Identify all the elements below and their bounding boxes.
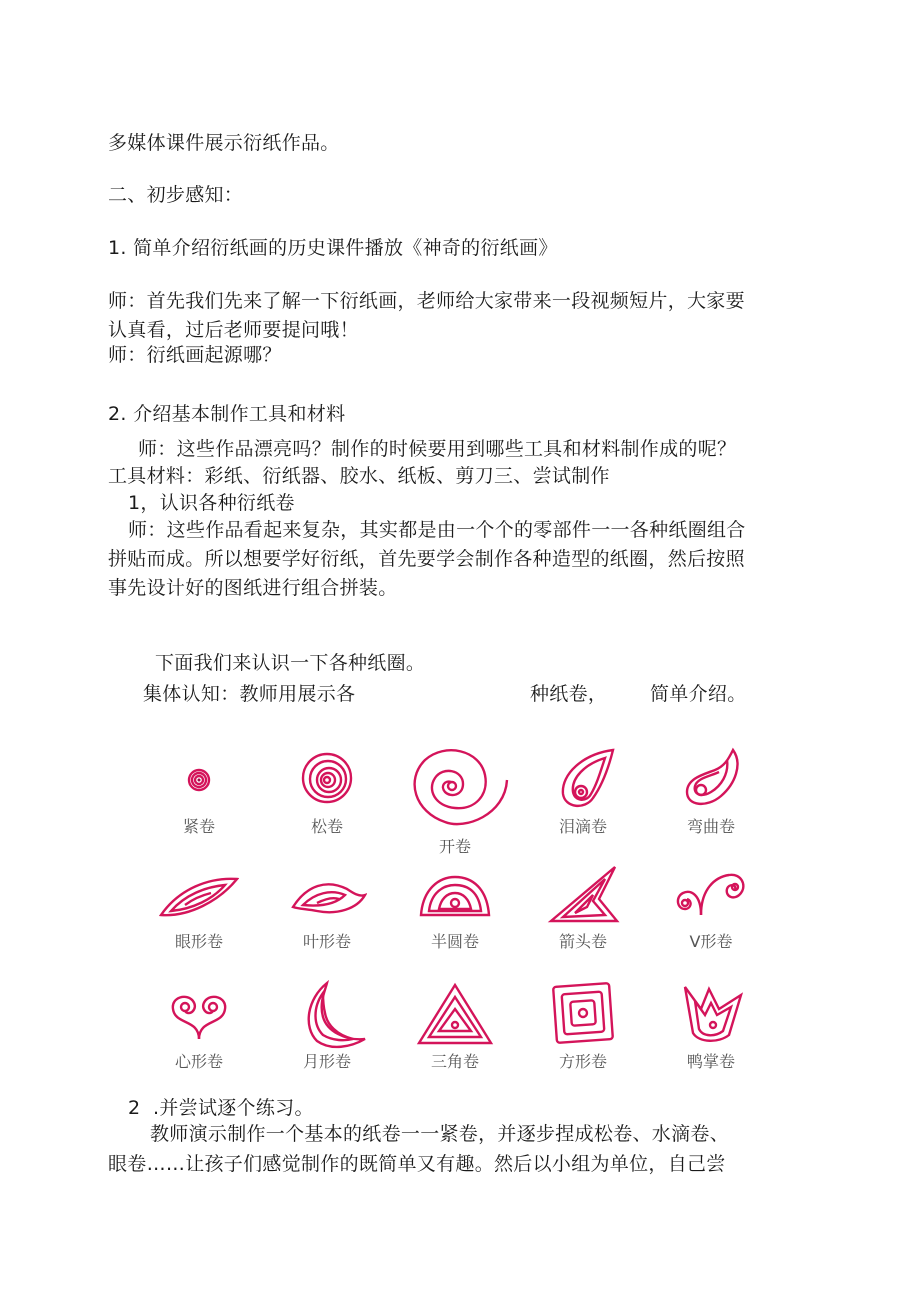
text-line: 师：衍纸画起源哪？	[108, 344, 282, 366]
numbered-item: 1，认识各种衍纸卷	[128, 492, 295, 514]
coil-crescent	[263, 975, 391, 1090]
coil-curved	[647, 740, 775, 855]
text-line: 认真看，过后老师要提问哦！	[108, 319, 359, 341]
coil-label: 叶形卷	[302, 932, 351, 951]
text-line: 多媒体课件展示衍纸作品。	[108, 132, 340, 154]
coil-label: 鸭掌卷	[686, 1052, 735, 1071]
coil-label: 开卷	[438, 837, 471, 856]
coil-arrow	[519, 855, 647, 970]
text-line: .并尝试逐个练习。	[153, 1097, 314, 1119]
text-line: 集体认知：教师用展示各	[143, 683, 356, 705]
coil-triangle	[391, 975, 519, 1090]
coil-label: 眼形卷	[174, 932, 223, 951]
coil-eye	[135, 855, 263, 970]
coil-label: 月形卷	[302, 1052, 351, 1071]
coil-heart	[135, 975, 263, 1090]
coil-label: 紧卷	[182, 817, 215, 836]
coil-label: 三角卷	[430, 1052, 479, 1071]
coil-label: 松卷	[310, 817, 343, 836]
coil-v	[647, 855, 775, 970]
coil-label: 箭头卷	[558, 932, 607, 951]
coil-leaf	[263, 855, 391, 970]
text-line: 拼贴而成。所以想要学好衍纸，首先要学会制作各种造型的纸圈，然后按照	[108, 548, 745, 570]
text-line: 师：首先我们先来了解一下衍纸画，老师给大家带来一段视频短片，大家要	[108, 290, 745, 312]
coil-label: 半圆卷	[430, 932, 479, 951]
text-line: 师：这些作品漂亮吗？制作的时候要用到哪些工具和材料制作成的呢？	[138, 438, 737, 460]
coil-square	[519, 975, 647, 1090]
numbered-item: 2	[128, 1097, 141, 1119]
text-line: 教师演示制作一个基本的纸卷一一紧卷，并逐步捏成松卷、水滴卷、	[150, 1123, 730, 1145]
text-line: 下面我们来认识一下各种纸圈。	[155, 652, 426, 674]
coil-label: 方形卷	[558, 1052, 607, 1071]
coil-label: 心形卷	[174, 1052, 223, 1071]
coil-tight	[135, 740, 263, 855]
coil-label: V形卷	[689, 932, 733, 951]
numbered-item: 1. 简单介绍衍纸画的历史课件播放《神奇的衍纸画》	[108, 237, 558, 259]
text-line: 师：这些作品看起来复杂，其实都是由一个个的零部件一一各种纸圈组合	[128, 519, 746, 541]
coil-loose	[263, 740, 391, 855]
coil-teardrop	[519, 740, 647, 855]
numbered-item: 2. 介绍基本制作工具和材料	[108, 403, 346, 425]
text-line: 工具材料：彩纸、衍纸器、胶水、纸板、剪刀三、尝试制作	[108, 465, 610, 487]
coil-semicircle	[391, 855, 519, 970]
text-line: 眼卷……让孩子们感觉制作的既简单又有趣。然后以小组为单位，自己尝	[108, 1153, 726, 1175]
coil-open	[391, 740, 519, 855]
coil-label: 弯曲卷	[686, 817, 735, 836]
paper-coil-gallery	[135, 740, 775, 1085]
section-heading: 二、初步感知：	[108, 184, 244, 206]
coil-label: 泪滴卷	[558, 817, 607, 836]
text-line: 简单介绍。	[650, 683, 747, 705]
text-line: 事先设计好的图纸进行组合拼装。	[108, 577, 398, 599]
text-line: 种纸卷，	[530, 683, 608, 705]
coil-duck-foot	[647, 975, 775, 1090]
